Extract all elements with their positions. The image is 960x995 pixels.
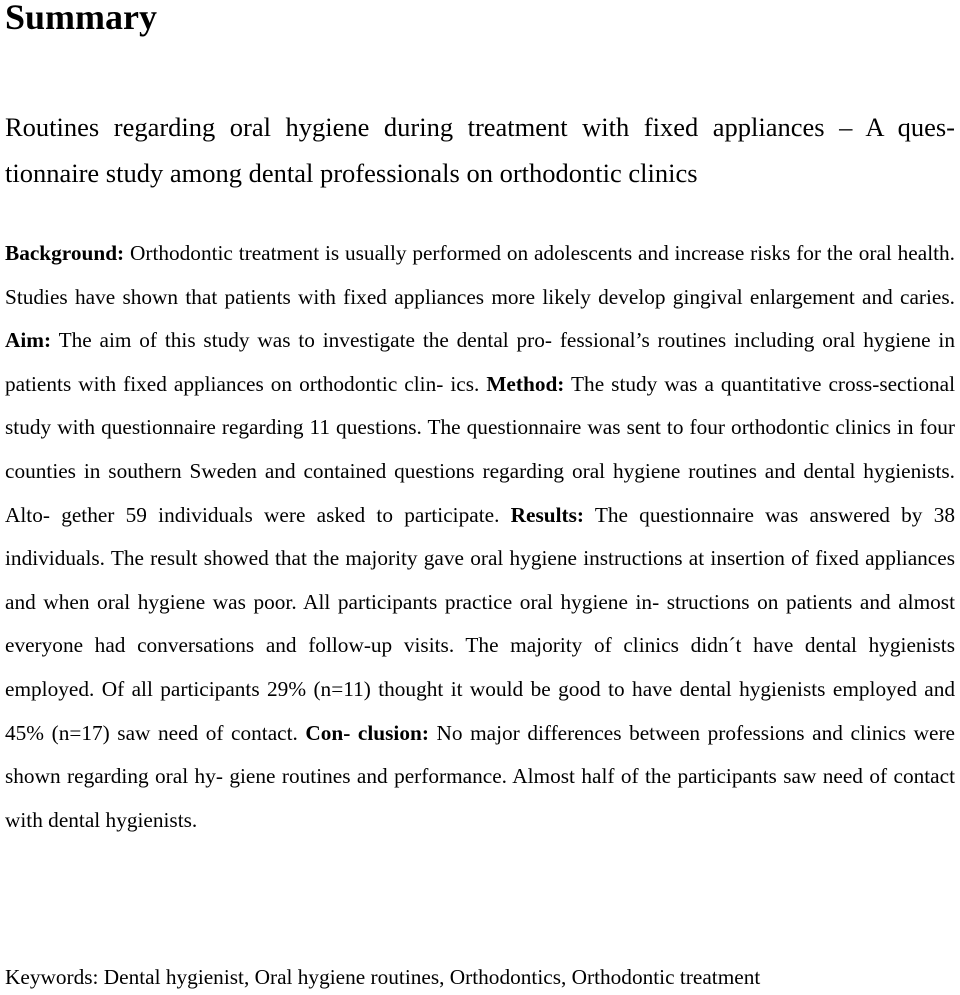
results-label: Results:	[510, 502, 584, 527]
aim-text: The aim of this study was to investigate the dental pro- fessional’s routines including oral hygiene in patients with fixed appliances on orthodontic clin- ics.	[5, 328, 955, 396]
results-text: The questionnaire was answered by 38 individuals. The result showed that the majority gave oral hygiene instructions at insertion of fixed appliances and when oral hygiene was poor. All participants practice oral hygiene in- structions on patients and almost everyone had conversations and follow-up visits. The majority of clinics didn´t have dental hygienists employed. Of all participants 29% (n=11) thought it would be good to have dental hygienists employed and 45% (n=17) saw need of contact.	[5, 502, 955, 745]
thesis-title-line2: tionnaire study among dental professionals on orthodontic clinics	[5, 158, 698, 188]
aim-label: Aim:	[5, 328, 52, 353]
abstract-paragraph	[5, 232, 955, 842]
thesis-title-line1: Routines regarding oral hygiene during treatment with fixed appliances – A ques-	[5, 112, 955, 142]
keywords-line: Keywords: Dental hygienist, Oral hygiene routines, Orthodontics, Orthodontic treatment	[5, 965, 761, 989]
background-text: Orthodontic treatment is usually performed on adolescents and increase risks for the oral health. Studies have shown that patients with fixed appliances more likely develop gingival enlargement and caries.	[5, 241, 955, 309]
method-label: Method:	[486, 371, 565, 396]
conclusion-label: Con- clusion:	[305, 720, 429, 745]
thesis-title	[5, 104, 955, 196]
page-heading: Summary	[5, 0, 157, 37]
background-label: Background:	[5, 241, 125, 265]
conclusion-text: No major differences between professions and clinics were shown regarding oral hy- giene routines and performance. Almost half of the participants saw need of contact with dental hygienists.	[5, 720, 955, 832]
method-text: The study was a quantitative cross-sectional study with questionnaire regarding 11 questions. The questionnaire was sent to four orthodontic clinics in four counties in southern Sweden and contained questions regarding oral hygiene routines and dental hygienists. Alto- gether 59 individuals were asked to participate.	[5, 371, 956, 527]
